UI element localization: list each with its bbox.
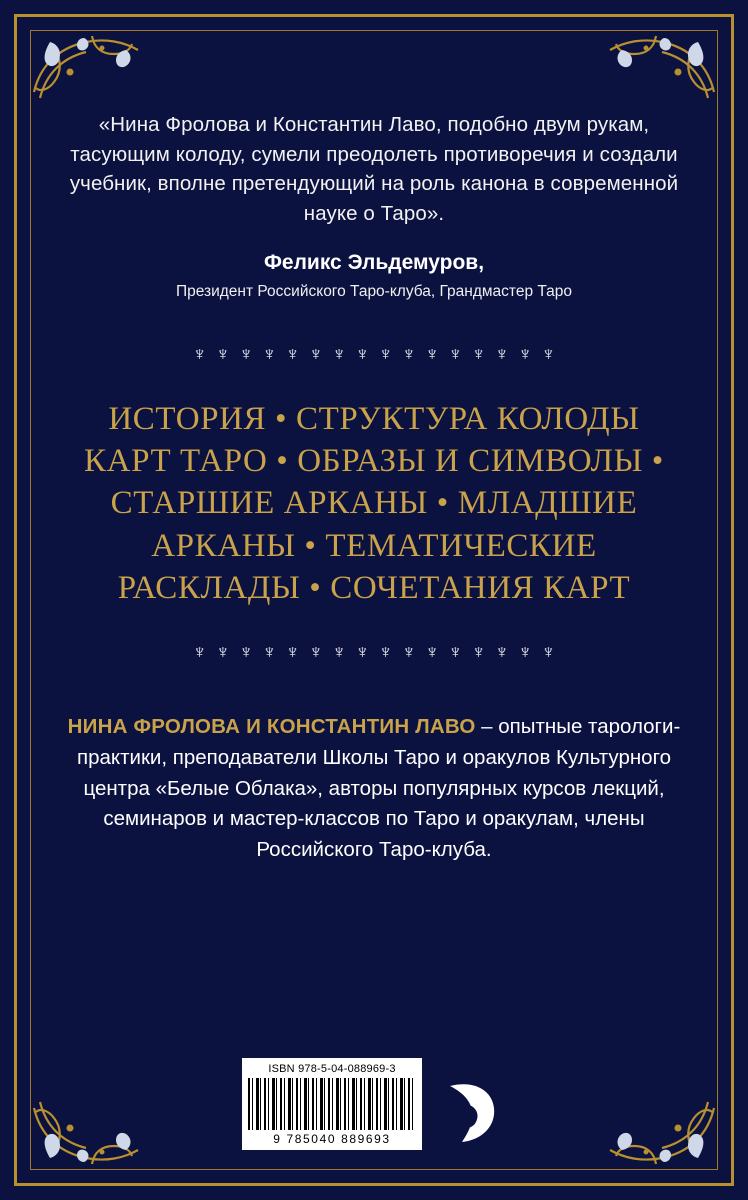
crown-glyph-icon: ♆ (215, 343, 230, 365)
crown-glyph-icon: ♆ (285, 343, 300, 365)
author-bio-text: – опытные тарологи-практики, преподаватели Школы Таро и оракулов Культурного центра «Белые Облака», авторы популярных курсов лекций, семинаров и мастер-классов по Таро и оракулам, члены Российского Таро-клуба. (77, 715, 681, 862)
author-names: НИНА ФРОЛОВА И КОНСТАНТИН ЛАВО (67, 715, 476, 739)
topics-list: ИСТОРИЯ • СТРУКТУРА КОЛОДЫ КАРТ ТАРО • ОБРАЗЫ И СИМВОЛЫ • СТАРШИЕ АРКАНЫ • МЛАДШИЕ АРКАНЫ • ТЕМАТИЧЕСКИЕ РАСКЛАДЫ • СОЧЕТАНИЯ КАРТ (84, 400, 664, 606)
crown-glyph-icon: ♆ (378, 343, 393, 365)
crown-glyph-icon: ♆ (285, 642, 300, 664)
crown-glyph-icon: ♆ (541, 343, 556, 365)
crown-glyph-icon: ♆ (239, 642, 254, 664)
review-quote: «Нина Фролова и Константин Лаво, подобно двум рукам, тасующим колоду, сумели преодолеть противоречия и создали учебник, вполне претендующий на роль канона в современной науке о Таро». (69, 113, 679, 226)
publisher-logo-icon (432, 1076, 506, 1150)
reviewer-role: Президент Российского Таро-клуба, Грандмастер Таро (175, 282, 573, 300)
reviewer-name: Феликс Эльдемуров, (263, 250, 485, 274)
barcode-digits: 9 785040 889693 (273, 1132, 391, 1146)
crown-glyph-icon: ♆ (518, 343, 533, 365)
ornament-divider-top (60, 345, 688, 364)
barcode (242, 1058, 422, 1150)
crown-glyph-icon: ♆ (471, 343, 486, 365)
crown-glyph-icon: ♆ (192, 343, 207, 365)
cover-content (60, 110, 688, 1140)
barcode-area (0, 1058, 748, 1150)
crown-glyph-icon: ♆ (332, 343, 347, 365)
crown-glyph-icon: ♆ (448, 642, 463, 664)
crown-glyph-icon: ♆ (355, 343, 370, 365)
crown-glyph-icon: ♆ (401, 642, 416, 664)
crown-glyph-icon: ♆ (308, 343, 323, 365)
author-bio (62, 712, 686, 866)
crown-glyph-icon: ♆ (541, 642, 556, 664)
crown-glyph-icon: ♆ (378, 642, 393, 664)
crown-glyph-icon: ♆ (471, 642, 486, 664)
crown-glyph-icon: ♆ (192, 642, 207, 664)
crown-glyph-icon: ♆ (262, 642, 277, 664)
crown-glyph-icon: ♆ (215, 642, 230, 664)
crown-glyph-icon: ♆ (355, 642, 370, 664)
crown-glyph-icon: ♆ (239, 343, 254, 365)
crown-glyph-icon: ♆ (425, 343, 440, 365)
crown-glyph-icon: ♆ (448, 343, 463, 365)
crown-glyph-icon: ♆ (494, 642, 509, 664)
crown-glyph-icon: ♆ (308, 642, 323, 664)
isbn-text: ISBN 978-5-04-088969-3 (268, 1063, 396, 1075)
ornament-divider-bottom (60, 643, 688, 662)
crown-glyph-icon: ♆ (494, 343, 509, 365)
crown-glyph-icon: ♆ (425, 642, 440, 664)
barcode-bars (248, 1078, 416, 1130)
crown-glyph-icon: ♆ (262, 343, 277, 365)
crown-glyph-icon: ♆ (401, 343, 416, 365)
crown-glyph-icon: ♆ (332, 642, 347, 664)
crown-glyph-icon: ♆ (518, 642, 533, 664)
